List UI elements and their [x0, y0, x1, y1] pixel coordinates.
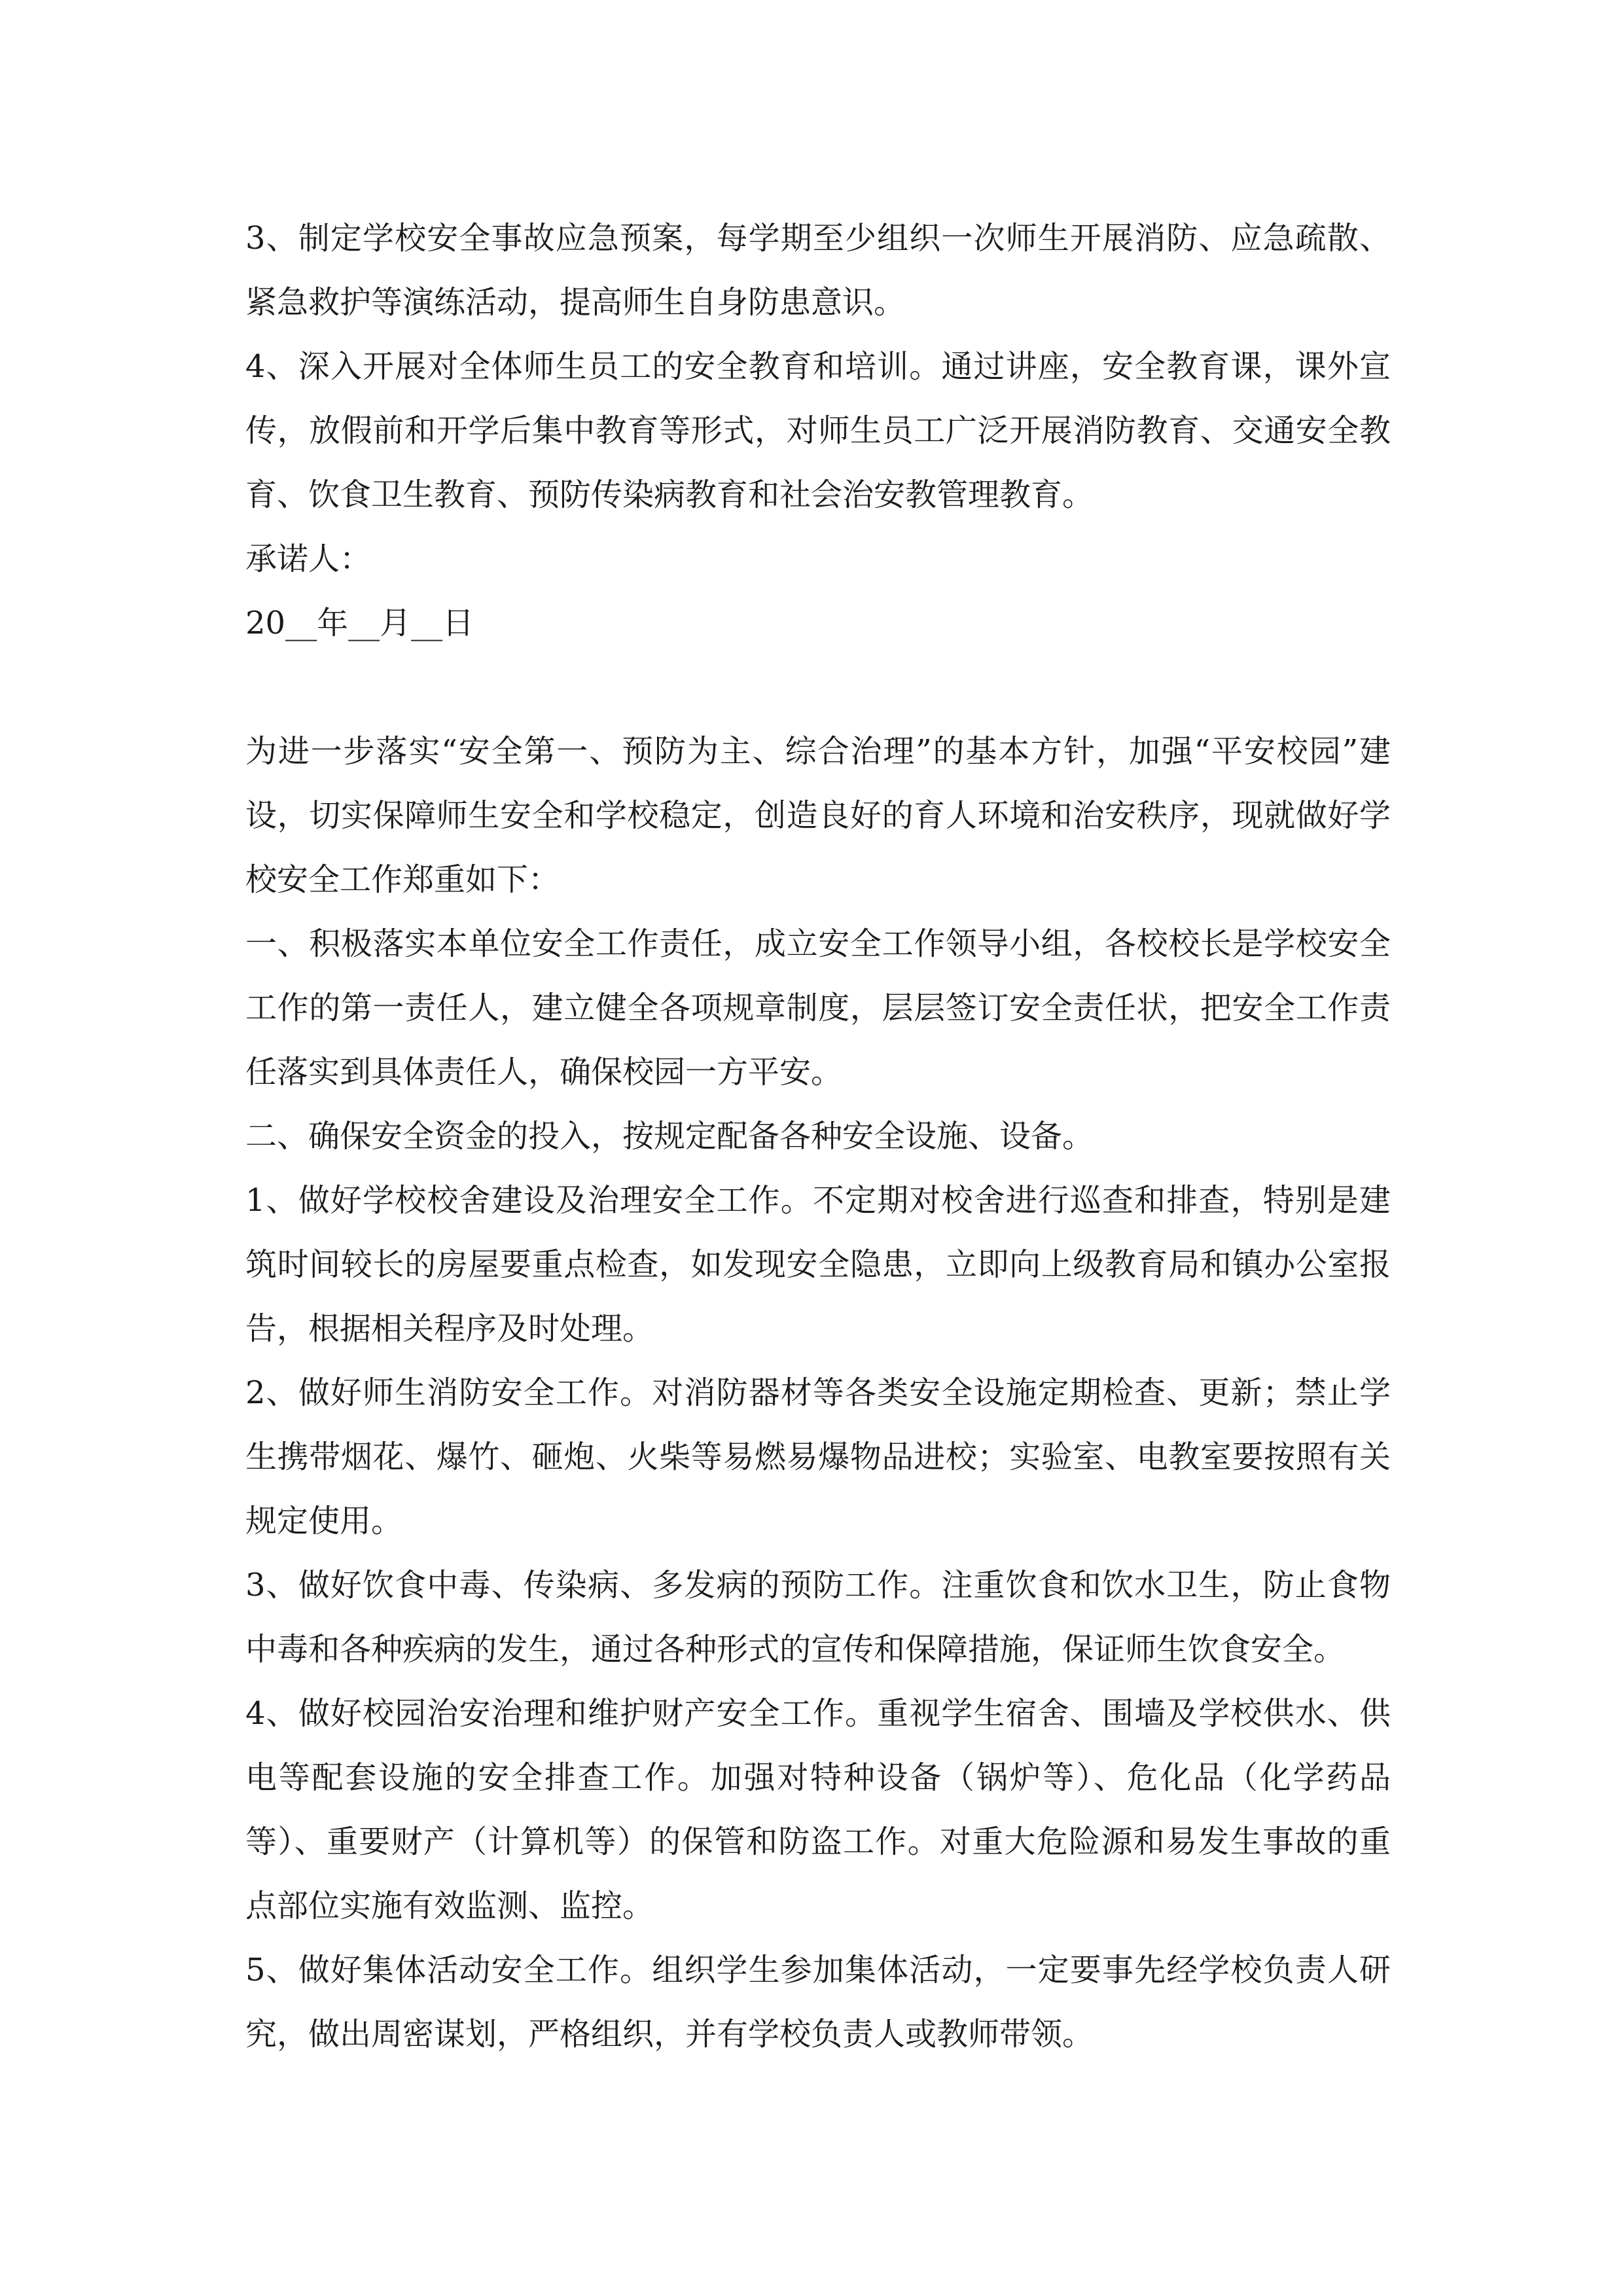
paragraph-intro: 为进一步落实“安全第一、预防为主、综合治理”的基本方针，加强“平安校园”建设，切实保障师生安全和学校稳定，创造良好的育人环境和治安秩序，现就做好学校安全工作郑重如下：: [245, 733, 1391, 898]
paragraph-food-safety: 3、做好饮食中毒、传染病、多发病的预防工作。注重饮食和饮水卫生，防止食物中毒和各种疾病的发生，通过各种形式的宣传和保障措施，保证师生饮食安全。: [245, 1567, 1391, 1668]
paragraph-safety-education: 4、深入开展对全体师生员工的安全教育和培训。通过讲座，安全教育课，课外宣传，放假前和开学后集中教育等形式，对师生员工广泛开展消防教育、交通安全教育、饮食卫生教育、预防传染病教育和社会治安教管理教育。: [245, 348, 1391, 513]
paragraph-campus-security: 4、做好校园治安治理和维护财产安全工作。重视学生宿舍、围墙及学校供水、供电等配套设施的安全排查工作。加强对特种设备（锅炉等）、危化品（化学药品等）、重要财产（计算机等）的保管和防盗工作。对重大危险源和易发生事故的重点部位实施有效监测、监控。: [245, 1695, 1391, 1924]
signatory-label: 承诺人：: [245, 541, 372, 577]
document-body: [245, 206, 1391, 2066]
paragraph-funding: 二、确保安全资金的投入，按规定配备各种安全设施、设备。: [245, 1118, 1094, 1155]
paragraph-responsibility: 一、积极落实本单位安全工作责任，成立安全工作领导小组，各校校长是学校安全工作的第一责任人，建立健全各项规章制度，层层签订安全责任状，把安全工作责任落实到具体责任人，确保校园一方平安。: [245, 925, 1391, 1090]
section-spacer: [245, 655, 1391, 719]
paragraph-group-activities: 5、做好集体活动安全工作。组织学生参加集体活动，一定要事先经学校负责人研究，做出周密谋划，严格组织，并有学校负责人或教师带领。: [245, 1952, 1391, 2053]
paragraph-emergency-plan: 3、制定学校安全事故应急预案，每学期至少组织一次师生开展消防、应急疏散、紧急救护等演练活动，提高师生自身防患意识。: [245, 220, 1391, 321]
paragraph-buildings: 1、做好学校校舍建设及治理安全工作。不定期对校舍进行巡查和排查，特别是建筑时间较长的房屋要重点检查，如发现安全隐患，立即向上级教育局和镇办公室报告，根据相关程序及时处理。: [245, 1182, 1391, 1347]
date-line: 20__年__月__日: [245, 605, 474, 641]
paragraph-fire-safety: 2、做好师生消防安全工作。对消防器材等各类安全设施定期检查、更新；禁止学生携带烟花、爆竹、砸炮、火柴等易燃易爆物品进校；实验室、电教室要按照有关规定使用。: [245, 1374, 1391, 1539]
